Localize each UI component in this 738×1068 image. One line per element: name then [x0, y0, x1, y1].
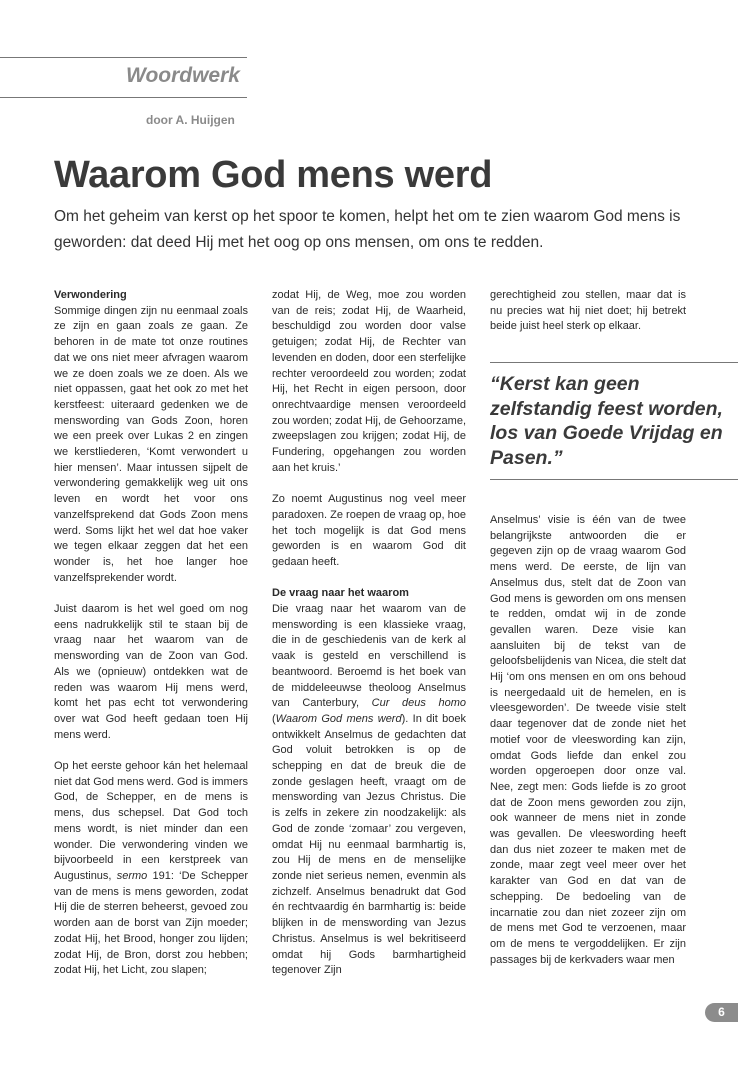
subheading-waarom: De vraag naar het waarom	[272, 587, 409, 600]
paragraph: gerechtigheid zou stellen, maar dat is nu precies wat hij niet doet; hij betrekt beide juist heel sterk op elkaar.	[490, 289, 686, 333]
quote-rule-top	[490, 362, 738, 363]
text-run: Op het eerste gehoor kán het helemaal niet dat God mens werd. God is immers God, de Schepper, en de mens is mens, dus schepsel. Dat God toch mens wordt, is niet minder dan een wonder. Die verwondering vinden we bijvoorbeeld in een kerstpreek van Augustinus,	[54, 760, 248, 882]
paragraph	[272, 602, 466, 979]
paragraph: Zo noemt Augustinus nog veel meer paradoxen. Ze roepen de vraag op, hoe het toch mogelijk is dat God mens geworden is en waarom God dit gedaan heeft.	[272, 493, 466, 568]
italic-text: sermo	[116, 869, 148, 882]
column-3-top	[490, 288, 686, 351]
column-3-bottom	[490, 513, 686, 984]
article-title: Waarom God mens werd	[54, 154, 493, 196]
text-run: (	[272, 712, 276, 725]
text-run: Die vraag naar het waarom van de menswording is een klassieke vraag, die in de geschiedenis van de kerk al vaak is gesteld en verschillend is beantwoord. Beroemd is het boek van de middeleeuwse theoloog Anselmus van Canterbury,	[272, 603, 466, 710]
quote-rule-bottom	[490, 479, 738, 480]
byline: door A. Huijgen	[146, 113, 235, 127]
pull-quote: “Kerst kan geen zelfstandig feest worden, los van Goede Vrijdag en Pasen.”	[490, 373, 723, 469]
paragraph: Juist daarom is het wel goed om nog eens nadrukkelijk stil te staan bij de vraag naar het waarom van de menswording van de Zoon van God. Als we (opnieuw) ontdekken wat de reden was waarom Hij mens werd, komt het pas echt tot verwondering over wat God heeft gedaan toen Hij mens werd.	[54, 603, 248, 741]
paragraph: zodat Hij, de Weg, moe zou worden van de reis; zodat Hij, de Waarheid, beschuldigd zou worden door valse getuigen; zodat Hij, de Rechter van levenden en doden, door een sterfelijke rechter veroordeeld zou worden; zodat Hij, het Recht in eigen persoon, door onrechtvaardige mensen veroordeeld zou worden; zodat Hij, de Gehoorzame, zweepslagen zou krijgen; zodat Hij, de Fundering, opgehangen zou worden aan het kruis.’	[272, 289, 466, 474]
paragraph	[54, 759, 248, 979]
paragraph: Anselmus’ visie is één van de twee belangrijkste antwoorden die er gegeven zijn op de vraag waarom God mens werd. De eerste, de lijn van Anselmus dus, stelt dat de Zoon van God mens is geworden om ons mensen te redden, omdat wij in de zonde gevallen waren. Deze visie kan aansluiten bij de tekst van de geloofsbelijdenis van Nicea, die stelt dat Hij ‘om ons mensen en om ons behoud is neergedaald uit de hemelen, en is vleesgeworden’. De tweede visie stelt daar tegenover dat de zonde niet het motief voor de vleeswording kan zijn, omdat Gods liefde dan enkel zou worden opgeroepen door onze val. Nee, zegt men: Gods liefde is zo groot dat de Zoon mens geworden zou zijn, ook wanneer de mens niet in zonde was gevallen. De vleeswording heeft dan dus niet zozeer te maken met de zonde, maar zegt veel meer over het karakter van God en dat van de schepping. De bedoeling van de incarnatie zou dan niet zozeer zijn om de mens met God te verzoenen, maar om de mens te vergoddelijken. Er zijn passages bij de kerkvaders waar men	[490, 514, 686, 966]
italic-text: Waarom God mens werd	[275, 712, 402, 725]
header-rule-bottom	[0, 97, 247, 98]
text-run: 191: ‘De Schepper van de mens is mens geworden, zodat Hij die de sterren beheerst, gevoed zou worden aan de borst van Zijn moeder; zodat Hij, het Brood, honger zou lijden; zodat Hij, de Bron, dorst zou hebben; zodat Hij, het Licht, zou slapen;	[54, 869, 248, 977]
header-rule-top	[0, 57, 247, 58]
italic-text: Cur deus homo	[371, 697, 466, 710]
column-1	[54, 288, 248, 995]
article-lead: Om het geheim van kerst op het spoor te komen, helpt het om te zien waarom God mens is geworden: dat deed Hij met het oog op ons mensen, om ons te redden.	[54, 208, 681, 251]
column-2	[272, 288, 466, 995]
section-label: Woordwerk	[126, 64, 240, 87]
page-number: 6	[705, 1003, 738, 1022]
subheading-verwondering: Verwondering	[54, 289, 127, 301]
text-run: ). In dit boek ontwikkelt Anselmus de gedachten dat God voluit betrokken is op de schepping en dat de breuk die de zonde geslagen heeft, vraagt om de menswording van Jezus Christus. Die is zelfs in zekere zin noodzakelijk: als God de zonde ‘zomaar’ zou vergeven, omdat Hij nu eenmaal barmhartig is, zou Hij de mens en de menselijke zonde niet serieus nemen, evenmin als zichzelf. Anselmus benadrukt dat God én rechtvaardig én barmhartig is: beide blijken in de menswording van Jezus Christus. Anselmus is wel bekritiseerd omdat hij Gods barmhartigheid tegenover Zijn	[272, 712, 466, 977]
paragraph: Sommige dingen zijn nu eenmaal zoals ze zijn en gaan zoals ze gaan. Ze behoren in de mate tot onze routines dat we ons niet meer afvragen waarom we ze doen zoals we ze doen. Als we niet oppassen, gaat het ook zo met het kerstfeest: uiteraard gedenken we de menswording van Gods Zoon, horen we een preek over Lukas 2 en zingen we kerstliederen, ‘Komt verwondert u hier mensen’. Maar intussen sijpelt de verwondering gemakkelijk weg uit ons leven en wordt het voor ons vanzelfsprekend dat Gods Zoon mens werd. Soms lijkt het wel dat hoe vaker we tegen elkaar zeggen dat het een wonder is, het hoe langer hoe vanzelfsprekender wordt.	[54, 304, 248, 584]
